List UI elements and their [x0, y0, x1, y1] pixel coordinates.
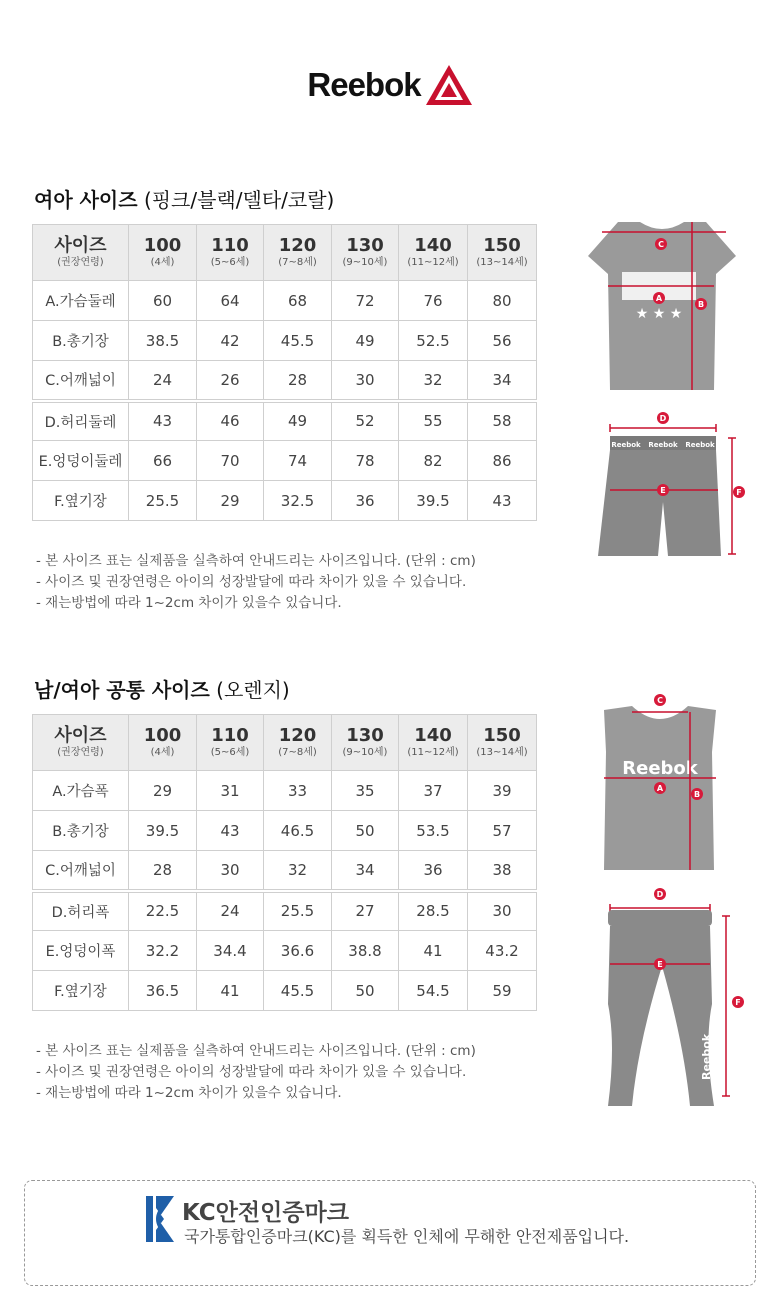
marker-a-label: A: [656, 784, 664, 793]
table-cell: 78: [332, 441, 399, 481]
table-cell: 50: [332, 971, 399, 1011]
table-cell: 32: [264, 851, 332, 891]
section2-title-main: 남/여아 공통 사이즈: [34, 678, 210, 702]
header-size-label: 사이즈 (권장연령): [33, 225, 129, 281]
table-cell: 25.5: [129, 481, 197, 521]
row-label: F.옆기장: [33, 971, 129, 1011]
shorts-brand-text: Reebok: [648, 441, 678, 449]
table-cell: 68: [264, 281, 332, 321]
brand-logo: [0, 60, 780, 110]
shorts-brand-text: Reebok: [685, 441, 715, 449]
table-cell: 72: [332, 281, 399, 321]
shorts-diagram: [590, 410, 760, 560]
row-label: C.어깨넓이: [33, 361, 129, 401]
section2-title-colors: (오렌지): [216, 678, 290, 702]
table-cell: 24: [197, 891, 264, 931]
marker-b-label: B: [693, 790, 701, 799]
svg-text:★ ★ ★: ★ ★ ★: [635, 306, 683, 322]
header-size-col: 140 (11~12세): [399, 715, 468, 771]
table-cell: 43.2: [468, 931, 537, 971]
tshirt-diagram: [578, 218, 748, 396]
row-label: C.어깨넓이: [33, 851, 129, 891]
table-cell: 60: [129, 281, 197, 321]
table-cell: 50: [332, 811, 399, 851]
table-cell: 29: [197, 481, 264, 521]
table-cell: 86: [468, 441, 537, 481]
table-cell: 58: [468, 401, 537, 441]
table-cell: 38.8: [332, 931, 399, 971]
table-cell: 55: [399, 401, 468, 441]
pants-brand-text: Reebok: [700, 1033, 713, 1080]
table-cell: 52: [332, 401, 399, 441]
table-cell: 45.5: [264, 321, 332, 361]
pants-diagram: [598, 884, 752, 1114]
table-cell: 74: [264, 441, 332, 481]
table-cell: 46.5: [264, 811, 332, 851]
table-cell: 39: [468, 771, 537, 811]
table-cell: 76: [399, 281, 468, 321]
marker-e-label: E: [657, 960, 663, 969]
table-header-row: [33, 715, 537, 771]
marker-e-label: E: [660, 486, 666, 495]
table-cell: 41: [399, 931, 468, 971]
header-size-col: 130 (9~10세): [332, 225, 399, 281]
table-row: [33, 321, 537, 361]
table-row: [33, 361, 537, 401]
row-label: B.총기장: [33, 321, 129, 361]
note-line: - 사이즈 및 권장연령은 아이의 성장발달에 따라 차이가 있을 수 있습니다.: [36, 574, 467, 590]
table-cell: 38.5: [129, 321, 197, 361]
header-size-col: 120 (7~8세): [264, 715, 332, 771]
header-size-col: 140 (11~12세): [399, 225, 468, 281]
table-cell: 32: [399, 361, 468, 401]
table-cell: 30: [468, 891, 537, 931]
section1-title-main: 여아 사이즈: [34, 188, 138, 212]
table-cell: 36: [399, 851, 468, 891]
marker-b-label: B: [697, 300, 705, 309]
table-row: [33, 441, 537, 481]
table-cell: 29: [129, 771, 197, 811]
table-row: [33, 481, 537, 521]
table-cell: 45.5: [264, 971, 332, 1011]
table-row: [33, 891, 537, 931]
table-cell: 32.5: [264, 481, 332, 521]
table-cell: 82: [399, 441, 468, 481]
table-cell: 26: [197, 361, 264, 401]
table-cell: 25.5: [264, 891, 332, 931]
note-line: - 재는방법에 따라 1~2cm 차이가 있을수 있습니다.: [36, 1085, 342, 1101]
table-cell: 30: [332, 361, 399, 401]
header-size-col: 100 (4세): [129, 715, 197, 771]
table-cell: 59: [468, 971, 537, 1011]
table-cell: 41: [197, 971, 264, 1011]
table-row: [33, 851, 537, 891]
kc-subtitle: 국가통합인증마크(KC)를 획득한 인체에 무해한 안전제품입니다.: [184, 1227, 630, 1246]
table-cell: 43: [468, 481, 537, 521]
table-cell: 32.2: [129, 931, 197, 971]
table-cell: 43: [197, 811, 264, 851]
header-size-col: 120 (7~8세): [264, 225, 332, 281]
row-label: B.총기장: [33, 811, 129, 851]
header-size-col: 100 (4세): [129, 225, 197, 281]
table-cell: 28: [129, 851, 197, 891]
section2-title: [34, 674, 290, 703]
table-cell: 28.5: [399, 891, 468, 931]
row-label: D.허리폭: [33, 891, 129, 931]
table-cell: 28: [264, 361, 332, 401]
note-line: - 재는방법에 따라 1~2cm 차이가 있을수 있습니다.: [36, 595, 342, 611]
table-cell: 52.5: [399, 321, 468, 361]
table-cell: 42: [197, 321, 264, 361]
table-cell: 33: [264, 771, 332, 811]
table-cell: 37: [399, 771, 468, 811]
table-row: [33, 281, 537, 321]
note-line: - 본 사이즈 표는 실제품을 실측하여 안내드리는 사이즈입니다. (단위 : cm): [36, 553, 476, 569]
section1-title: [34, 184, 334, 213]
header-size-col: 110 (5~6세): [197, 225, 264, 281]
marker-c-label: C: [657, 696, 663, 705]
table-cell: 49: [264, 401, 332, 441]
table-cell: 49: [332, 321, 399, 361]
table-cell: 38: [468, 851, 537, 891]
table-cell: 39.5: [399, 481, 468, 521]
table-cell: 35: [332, 771, 399, 811]
table-cell: 36.6: [264, 931, 332, 971]
row-label: F.옆기장: [33, 481, 129, 521]
brand-name: Reebok: [307, 66, 421, 103]
table-row: [33, 401, 537, 441]
table-cell: 64: [197, 281, 264, 321]
table-cell: 39.5: [129, 811, 197, 851]
marker-f-label: F: [736, 488, 742, 497]
table-cell: 53.5: [399, 811, 468, 851]
kc-mark-icon: [144, 1194, 178, 1244]
tank-top-diagram: [594, 692, 744, 876]
delta-logo-icon: [425, 64, 473, 106]
header-size-col: 130 (9~10세): [332, 715, 399, 771]
row-label: E.엉덩이둘레: [33, 441, 129, 481]
section2-notes: [36, 1041, 476, 1104]
kc-title: KC안전인증마크: [182, 1200, 349, 1226]
table-row: [33, 971, 537, 1011]
size-table-girls: [32, 224, 537, 521]
marker-f-label: F: [735, 998, 741, 1007]
marker-d-label: D: [659, 414, 667, 423]
table-cell: 34: [468, 361, 537, 401]
marker-c-label: C: [658, 240, 664, 249]
row-label: D.허리둘레: [33, 401, 129, 441]
table-cell: 34.4: [197, 931, 264, 971]
table-row: [33, 771, 537, 811]
table-cell: 22.5: [129, 891, 197, 931]
table-cell: 27: [332, 891, 399, 931]
tank-brand-text: Reebok: [622, 758, 698, 779]
table-cell: 54.5: [399, 971, 468, 1011]
note-line: - 사이즈 및 권장연령은 아이의 성장발달에 따라 차이가 있을 수 있습니다.: [36, 1064, 467, 1080]
table-cell: 31: [197, 771, 264, 811]
header-size-label: 사이즈 (권장연령): [33, 715, 129, 771]
table-cell: 30: [197, 851, 264, 891]
table-cell: 70: [197, 441, 264, 481]
table-cell: 80: [468, 281, 537, 321]
table-row: [33, 931, 537, 971]
row-label: A.가슴폭: [33, 771, 129, 811]
row-label: A.가슴둘레: [33, 281, 129, 321]
size-table-unisex: [32, 714, 537, 1011]
section1-notes: [36, 551, 476, 614]
section1-title-colors: (핑크/블랙/델타/코랄): [143, 188, 335, 212]
table-cell: 24: [129, 361, 197, 401]
table-row: [33, 811, 537, 851]
table-cell: 36: [332, 481, 399, 521]
table-cell: 66: [129, 441, 197, 481]
marker-a-label: A: [655, 294, 663, 303]
table-cell: 46: [197, 401, 264, 441]
table-header-row: [33, 225, 537, 281]
note-line: - 본 사이즈 표는 실제품을 실측하여 안내드리는 사이즈입니다. (단위 : cm): [36, 1043, 476, 1059]
row-label: E.엉덩이폭: [33, 931, 129, 971]
marker-d-label: D: [656, 890, 664, 899]
table-cell: 43: [129, 401, 197, 441]
header-size-col: 110 (5~6세): [197, 715, 264, 771]
table-cell: 36.5: [129, 971, 197, 1011]
table-cell: 56: [468, 321, 537, 361]
table-cell: 57: [468, 811, 537, 851]
table-cell: 34: [332, 851, 399, 891]
header-size-col: 150 (13~14세): [468, 225, 537, 281]
shorts-brand-text: Reebok: [611, 441, 641, 449]
header-size-col: 150 (13~14세): [468, 715, 537, 771]
